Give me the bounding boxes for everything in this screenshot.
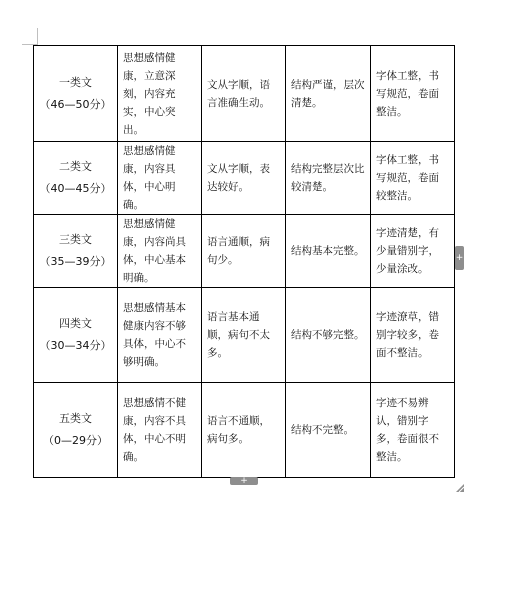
level-name: 一类文	[59, 75, 92, 89]
language-criteria-cell: 文从字顺，表达较好。	[202, 142, 286, 215]
handwriting-criteria-cell: 字迹清楚，有少量错别字，少量涂改。	[371, 215, 455, 288]
grading-rubric-table	[33, 45, 455, 478]
plus-icon: +	[240, 476, 248, 486]
handwriting-criteria-cell: 字迹潦草，错别字较多，卷面不整洁。	[371, 288, 455, 383]
structure-criteria-cell: 结构不够完整。	[286, 288, 371, 383]
level-cell	[34, 46, 118, 142]
corner-mark-vertical	[37, 28, 38, 45]
level-cell	[34, 288, 118, 383]
level-cell	[34, 142, 118, 215]
score-range: （40—45分）	[39, 182, 112, 195]
score-range: （35—39分）	[39, 255, 112, 268]
add-column-button[interactable]	[455, 246, 464, 270]
resize-corner-icon[interactable]	[456, 477, 464, 485]
score-range: （0—29分）	[43, 434, 108, 447]
table-row	[34, 288, 455, 383]
table-row	[34, 383, 455, 478]
language-criteria-cell: 语言基本通顺，病句不太多。	[202, 288, 286, 383]
level-name: 五类文	[59, 412, 92, 425]
level-cell	[34, 383, 118, 478]
score-range: （46—50分）	[39, 97, 112, 111]
structure-criteria-cell: 结构严谨，层次清楚。	[286, 46, 371, 142]
handwriting-criteria-cell: 字体工整，书写规范，卷面整洁。	[371, 46, 455, 142]
level-cell	[34, 215, 118, 288]
plus-icon: +	[455, 253, 464, 263]
content-criteria-cell: 思想感情健康，内容尚具体，中心基本明确。	[118, 215, 202, 288]
page-corner-mark	[0, 0, 40, 45]
table-row	[34, 46, 455, 142]
language-criteria-cell: 语言不通顺，病句多。	[202, 383, 286, 478]
content-criteria-cell: 思想感情基本健康内容不够具体，中心不够明确。	[118, 288, 202, 383]
structure-criteria-cell: 结构基本完整。	[286, 215, 371, 288]
level-name: 二类文	[59, 160, 92, 173]
add-row-button[interactable]	[230, 477, 258, 485]
content-criteria-cell: 思想感情健康，立意深刻，内容充实，中心突出。	[118, 46, 202, 142]
level-name: 四类文	[59, 317, 92, 330]
structure-criteria-cell: 结构完整层次比较清楚。	[286, 142, 371, 215]
handwriting-criteria-cell: 字迹不易辨认，错别字多，卷面很不整洁。	[371, 383, 455, 478]
language-criteria-cell: 语言通顺，病句少。	[202, 215, 286, 288]
table-row	[34, 142, 455, 215]
score-range: （30—34分）	[39, 339, 112, 352]
structure-criteria-cell: 结构不完整。	[286, 383, 371, 478]
level-name: 三类文	[59, 233, 92, 246]
resize-corner-glyph	[456, 484, 464, 492]
content-criteria-cell: 思想感情健康，内容具体，中心明确。	[118, 142, 202, 215]
table-row	[34, 215, 455, 288]
language-criteria-cell: 文从字顺，语言准确生动。	[202, 46, 286, 142]
handwriting-criteria-cell: 字体工整，书写规范，卷面较整洁。	[371, 142, 455, 215]
content-criteria-cell: 思想感情不健康，内容不具体，中心不明确。	[118, 383, 202, 478]
